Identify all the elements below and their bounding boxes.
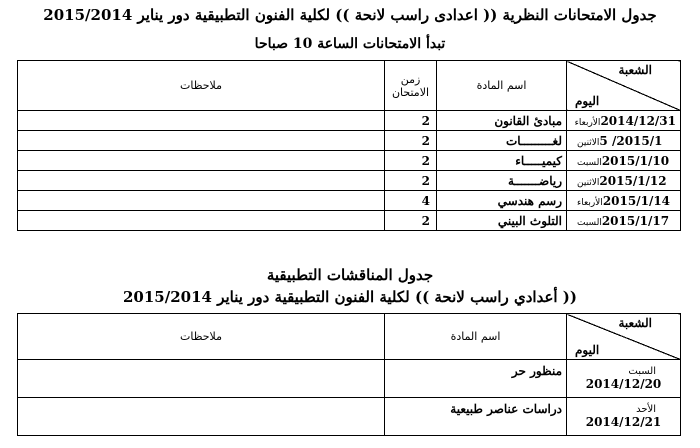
- notes-header: ملاحظات: [18, 61, 385, 111]
- branch-header: الشعبة: [618, 316, 652, 330]
- table-row: [18, 111, 681, 131]
- notes-cell: [18, 111, 385, 131]
- table-row: [18, 398, 681, 436]
- day-date-cell: [567, 360, 681, 398]
- subject-header: اسم المادة: [385, 314, 567, 360]
- day-date-cell: [567, 131, 681, 151]
- subject-name: مبادئ القانون: [437, 111, 567, 131]
- day-name: السبت: [577, 217, 602, 228]
- exam-schedule-title: جدول الامتحانات النظرية (( اعدادى راسب لانحة )) لكلية الفنون التطبيقية دور يناير 2015/2014: [43, 6, 657, 24]
- exam-duration: 2: [385, 111, 437, 131]
- subject-header: اسم المادة: [437, 61, 567, 111]
- exam-date: 2015/1/14: [602, 193, 671, 208]
- day-date-cell: [567, 191, 681, 211]
- exam-duration: 2: [385, 151, 437, 171]
- subject-name: رسم هندسي: [437, 191, 567, 211]
- day-name: الاثنين: [577, 177, 600, 188]
- discussion-date: 2014/12/21: [585, 415, 662, 429]
- exam-start-time-note: تبدأ الامتحانات الساعة 10 صباحا: [254, 36, 446, 52]
- branch-day-header: [567, 314, 681, 360]
- exam-date: 2014/12/31: [600, 113, 676, 128]
- day-name: الأحد: [636, 404, 656, 415]
- branch-day-header: [567, 61, 681, 111]
- exam-date: 2015/1/ 5: [599, 133, 663, 148]
- notes-cell: [18, 360, 385, 398]
- notes-cell: [18, 131, 385, 151]
- subject-name: لغـــــــــات: [437, 131, 567, 151]
- notes-cell: [18, 171, 385, 191]
- day-date-cell: [567, 171, 681, 191]
- table-header-row: [18, 314, 681, 360]
- subject-name: رياضـــــــة: [437, 171, 567, 191]
- notes-cell: [18, 211, 385, 231]
- discussion-date: 2014/12/20: [585, 377, 662, 391]
- day-date-cell: [567, 151, 681, 171]
- subject-name: منظور حر: [385, 360, 567, 398]
- day-date-cell: [567, 398, 681, 436]
- exam-date: 2015/1/10: [601, 153, 670, 168]
- subject-name: دراسات عناصر طبيعية: [385, 398, 567, 436]
- exam-duration: 4: [385, 191, 437, 211]
- table-row: [18, 211, 681, 231]
- table-row: [18, 191, 681, 211]
- table-row: [18, 131, 681, 151]
- day-name: الأربعاء: [577, 197, 603, 208]
- branch-header: الشعبة: [618, 63, 652, 77]
- notes-cell: [18, 398, 385, 436]
- practical-schedule-title: جدول المناقشات التطبيقية: [266, 266, 434, 284]
- day-date-cell: [567, 111, 681, 131]
- practical-schedule-subtitle: (( أعدادي راسب لانحة )) لكلية الفنون التطبيقية دور يناير 2015/2014: [122, 288, 577, 306]
- day-name: الأربعاء: [574, 117, 601, 128]
- day-name: الاثنين: [577, 137, 600, 148]
- exam-duration: 2: [385, 131, 437, 151]
- exam-date: 2015/1/12: [599, 173, 667, 188]
- subject-name: التلوث البيني: [437, 211, 567, 231]
- exam-date: 2015/1/17: [601, 213, 670, 228]
- day-date-cell: [567, 211, 681, 231]
- exam-duration: 2: [385, 171, 437, 191]
- table-row: [18, 171, 681, 191]
- subject-name: كيميـــــاء: [437, 151, 567, 171]
- theory-exam-table: [17, 60, 681, 231]
- exam-duration: 2: [385, 211, 437, 231]
- notes-cell: [18, 151, 385, 171]
- notes-cell: [18, 191, 385, 211]
- table-row: [18, 360, 681, 398]
- day-header: اليوم: [575, 343, 600, 357]
- day-header: اليوم: [575, 94, 600, 108]
- day-name: السبت: [577, 157, 602, 168]
- table-header-row: [18, 61, 681, 111]
- practical-discussion-table: [17, 313, 681, 436]
- day-name: السبت: [628, 366, 656, 377]
- table-row: [18, 151, 681, 171]
- notes-header: ملاحظات: [18, 314, 385, 360]
- exam-time-header: زمن الامتحان: [385, 61, 437, 111]
